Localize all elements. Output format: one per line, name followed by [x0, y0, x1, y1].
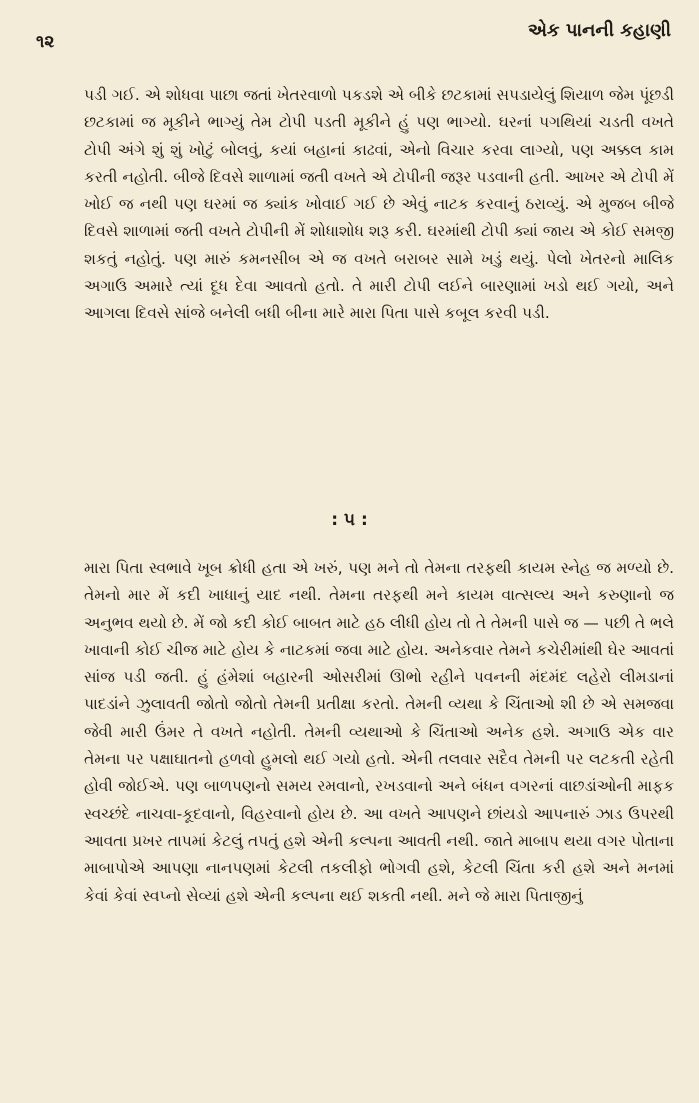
running-title: એક પાનની કહાણી	[527, 20, 671, 41]
running-head	[0, 14, 699, 54]
body-paragraph-2: મારા પિતા સ્વભાવે ખૂબ ક્રોધી હતા એ ખરું, પણ મને તો તેમના તરફથી કાયમ સ્નેહ જ મળ્યો છે. તેમનો માર મેં કદી ખાધાનું યાદ નથી. તેમના તરફથી મને કાયમ વાત્સલ્ય અને કરુણાનો જ અનુભવ થયો છે. મેં જો કદી કોઈ બાબત માટે હઠ લીધી હોય તો તે તેમની પાસે જ — પછી તે ભલે ખાવાની કોઈ ચીજ માટે હોય કે નાટકમાં જવા માટે હોય. અનેકવાર તેમને કચેરીમાંથી ઘેર આવતાં સાંજ પડી જતી. હું હંમેશાં બહારની ઓસરીમાં ઊભો રહીને પવનની મંદમંદ લહેરો લીમડાનાં પાદડાંને ઝુલાવતી જોતો જોતો તેમની પ્રતીક્ષા કરતો. તેમની વ્યથા કે ચિંતાઓ શી છે એ સમજવા જેવી મારી ઉંમર તે વખતે નહોતી. તેમની વ્યથાઓ કે ચિંતાઓ અનેક હશે. અગાઉ એક વાર તેમના પર પક્ષાઘાતનો હળવો હુમલો થઈ ગયો હતો. એની તલવાર સદૈવ તેમની પર લટકતી રહેતી હોવી જોઈએ. પણ બાળપણનો સમય રમવાનો, રખડવાનો અને બંધન વગરનાં વાછડાંઓની માફક સ્વચ્છંદે નાચવા-કૂદવાનો, વિહરવાનો હોય છે. આ વખતે આપણને છાંયડો આપનારું ઝાડ ઉપરથી આવતા પ્રખર તાપમાં કેટલું તપતું હશે એની કલ્પના આવતી નથી. જાતે માબાપ થયા વગર પોતાના માબાપોએ આપણા નાનપણમાં કેટલી તકલીફો ભોગવી હશે, કેટલી ચિંતા કરી હશે અને મનમાં કેવાં કેવાં સ્વપ્નો સેવ્યાં હશે એની કલ્પના થઈ શકતી નથી. મને જે મારા પિતાજીનું	[84, 559, 675, 905]
body-paragraph-1: પડી ગઈ. એ શોધવા પાછા જતાં ખેતરવાળો પકડશે એ બીકે છટકામાં સપડાયેલું શિયાળ જેમ પૂંછડી છટકામાં જ મૂકીને ભાગ્યું તેમ ટોપી પડતી મૂકીને હું પણ ભાગ્યો. ઘરનાં પગથિયાં ચડતી વખતે ટોપી અંગે શું શું ખોટું બોલવું, કયાં બહાનાં કાઢવાં, એનો વિચાર કરવા લાગ્યો, પણ અક્કલ કામ કરતી નહોતી. બીજે દિવસે શાળામાં જતી વખતે એ ટોપીની જરૂર પડવાની હતી. આખર એ ટોપી મેં ખોઈ જ નથી પણ ઘરમાં જ ક્યાંક ખોવાઈ ગઈ છે એવું નાટક કરવાનું ઠરાવ્યું. એ મુજબ બીજે દિવસે શાળામાં જતી વખતે ટોપીની મેં શોધાશોધ શરૂ કરી. ઘરમાંથી ટોપી ક્યાં જાય એ કોઈ સમજી શકતું નહોતું. પણ મારું કમનસીબ એ જ વખતે બરાબર સામે ખડું થયું. પેલો ખેતરનો માલિક અગાઉ અમારે ત્યાં દૂધ દેવા આવતો હતો. તે મારી ટોપી લઈને બારણામાં ખડો થઈ ગયો, અને આગલા દિવસે સાંજે બનેલી બધી બીના મારે મારા પિતા પાસે કબૂલ કરવી પડી.	[84, 86, 674, 323]
page-number: ૧૨	[36, 32, 55, 52]
section-marker: : ૫ :	[331, 510, 368, 530]
